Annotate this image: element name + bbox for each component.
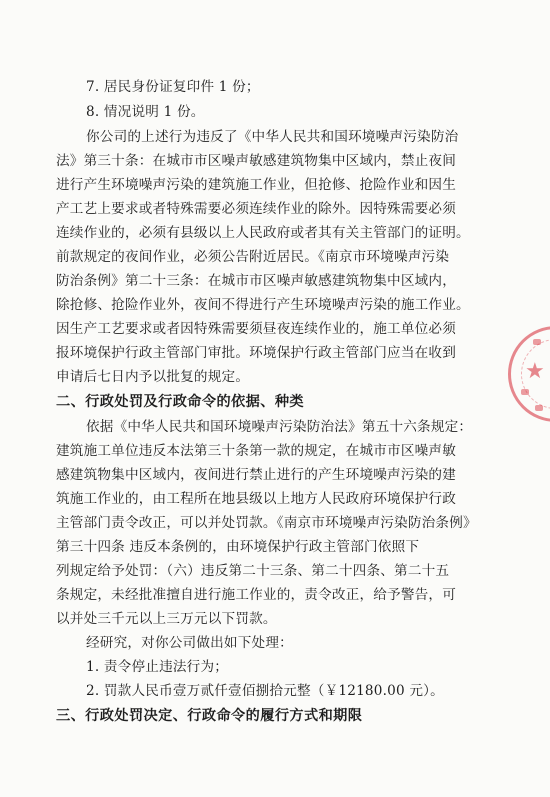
doc-line: 建筑施工单位违反本法第三十条第一款的规定，在城市市区噪声敏 bbox=[56, 443, 457, 459]
doc-line: 申请后七日内予以批复的规定。 bbox=[56, 369, 250, 385]
red-seal-stamp bbox=[508, 326, 550, 422]
seal-mark bbox=[533, 339, 541, 345]
doc-line: 除抢修、抢险作业外，夜间不得进行产生环境噪声污染的施工作业。 bbox=[56, 297, 470, 313]
doc-line-attachment-8: 8. 情况说明 1 份。 bbox=[86, 104, 205, 120]
seal-mark bbox=[521, 389, 529, 395]
doc-line: 第三十四条 违反本条例的，由环境保护行政主管部门依照下 bbox=[56, 539, 420, 555]
doc-line: 产工艺上要求或者特殊需要必须连续作业的除外。因特殊需要必须 bbox=[56, 201, 457, 217]
doc-line: 感建筑物集中区域内，夜间进行禁止进行的产生环境噪声污染的建 bbox=[56, 467, 457, 483]
section-heading-basis: 二、行政处罚及行政命令的依据、种类 bbox=[56, 394, 304, 410]
doc-line: 进行产生环境噪声污染的建筑施工作业，但抢修、抢险作业和因生 bbox=[56, 177, 457, 193]
doc-line: 因生产工艺要求或者因特殊需要须昼夜连续作业的，施工单位必须 bbox=[56, 321, 457, 337]
doc-line: 防治条例》第二十三条：在城市市区噪声敏感建筑物集中区域内， bbox=[56, 273, 457, 289]
seal-mark bbox=[535, 405, 543, 411]
doc-line-paragraph-2-start: 依据《中华人民共和国环境噪声污染防治法》第五十六条规定： bbox=[86, 419, 473, 435]
doc-line-attachment-7: 7. 居民身份证复印件 1 份； bbox=[86, 79, 260, 95]
doc-line: 法》第三十条：在城市市区噪声敏感建筑物集中区域内，禁止夜间 bbox=[56, 153, 457, 169]
doc-line: 报环境保护行政主管部门审批。环境保护行政主管部门应当在收到 bbox=[56, 345, 457, 361]
doc-line: 条规定，未经批准擅自进行施工作业的，责令改正，给予警告，可 bbox=[56, 587, 457, 603]
doc-line-paragraph-1-start: 你公司的上述行为违反了《中华人民共和国环境噪声污染防治 bbox=[86, 129, 459, 145]
doc-line-decision-intro: 经研究，对你公司做出如下处理： bbox=[86, 635, 293, 651]
doc-line-decision-2: 2. 罚款人民币壹万贰仟壹佰捌拾元整（￥12180.00 元）。 bbox=[86, 683, 444, 699]
doc-line: 列规定给予处罚：（六）违反第二十三条、第二十四条、第二十五 bbox=[56, 563, 450, 579]
seal-star-icon: ★ bbox=[525, 359, 545, 384]
doc-line: 前款规定的夜间作业，必须公告附近居民。《南京市环境噪声污染 bbox=[56, 249, 450, 265]
doc-line: 以并处三千元以上三万元以下罚款。 bbox=[56, 611, 277, 627]
doc-line: 主管部门责令改正，可以并处罚款。《南京市环境噪声污染防治条例》 bbox=[56, 515, 477, 531]
doc-line-decision-1: 1. 责令停止违法行为； bbox=[86, 659, 229, 675]
doc-line: 筑施工作业的，由工程所在地县级以上地方人民政府环境保护行政 bbox=[56, 491, 457, 507]
section-heading-execution: 三、行政处罚决定、行政命令的履行方式和期限 bbox=[56, 708, 363, 724]
doc-line: 连续作业的，必须有县级以上人民政府或者其有关主管部门的证明。 bbox=[56, 225, 470, 241]
